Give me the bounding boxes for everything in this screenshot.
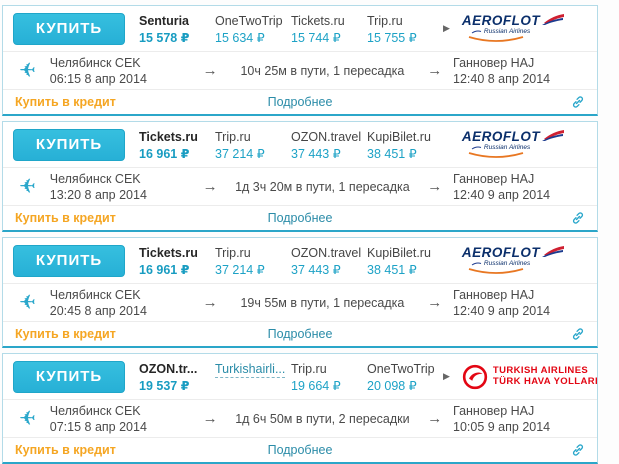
vendor-list (139, 244, 443, 278)
vendor-offer[interactable] (139, 244, 215, 278)
vendor-offer[interactable] (367, 360, 443, 394)
aeroflot-subtitle: Russian Airlines (483, 143, 531, 151)
vendor-list (139, 128, 443, 162)
aeroflot-name: AEROFLOT (461, 129, 541, 144)
departure-info (50, 171, 192, 203)
vendor-name: OZON.travel (291, 129, 362, 144)
flight-duration: 1д 3ч 20м в пути, 1 пересадка (235, 179, 410, 194)
vendor-price: 19 537 ₽ (139, 378, 190, 393)
vendor-price: 38 451 ₽ (367, 146, 417, 161)
vendor-price: 15 755 ₽ (367, 30, 417, 45)
vendor-name: Tickets.ru (139, 245, 198, 260)
turkish-airlines-logo (462, 364, 598, 390)
vendor-offer[interactable] (291, 360, 367, 394)
vendor-price: 38 451 ₽ (367, 262, 417, 277)
aeroflot-subtitle: Russian Airlines (483, 27, 531, 35)
aeroflot-logo (462, 130, 564, 159)
offers-row (3, 354, 597, 400)
arrival-city: Ганновер HAJ (453, 55, 535, 70)
arrival-time: 12:40 8 апр 2014 (453, 71, 551, 86)
aeroflot-name: AEROFLOT (461, 245, 541, 260)
arrival-time: 12:40 9 апр 2014 (453, 187, 551, 202)
vendor-offer[interactable] (367, 128, 443, 162)
route-row (3, 284, 597, 322)
credit-link[interactable]: Купить в кредит (15, 211, 116, 225)
departure-info (50, 403, 192, 435)
departure-time: 07:15 8 апр 2014 (49, 419, 147, 434)
aeroflot-wordmark (462, 130, 564, 144)
route-arrow-icon: → (427, 62, 443, 79)
flight-card (2, 353, 598, 464)
route-arrow-icon: → (427, 410, 443, 427)
vendor-offer[interactable] (367, 244, 443, 278)
flight-duration: 1д 6ч 50м в пути, 2 пересадки (235, 411, 410, 426)
vendor-name: Tickets.ru (291, 13, 345, 28)
details-link[interactable]: Подробнее (267, 327, 333, 341)
arrival-city: Ганновер HAJ (453, 403, 535, 418)
buy-button[interactable]: КУПИТЬ (13, 129, 125, 161)
departure-city: Челябинск CEK (49, 287, 141, 302)
aeroflot-small-wing-icon (472, 262, 481, 266)
card-footer (3, 322, 597, 346)
vendor-name: Trip.ru (215, 245, 251, 260)
flight-duration: 10ч 25м в пути, 1 пересадка (240, 63, 405, 78)
buy-button[interactable]: КУПИТЬ (13, 13, 125, 45)
departure-info (50, 55, 192, 87)
credit-link[interactable]: Купить в кредит (15, 95, 116, 109)
vendor-offer[interactable] (367, 12, 443, 46)
turkish-name-line2: TÜRK HAVA YOLLARI (492, 375, 599, 387)
vendor-price: 37 214 ₽ (215, 262, 265, 277)
vendor-name: OneTwoTrip (215, 13, 283, 28)
airline-logo-zone (443, 246, 619, 275)
aeroflot-subtitle-row (472, 29, 564, 36)
vendor-offer[interactable] (139, 128, 215, 162)
vendor-name: KupiBilet.ru (367, 129, 431, 144)
vendor-name: Trip.ru (215, 129, 251, 144)
vendor-offer[interactable] (139, 360, 215, 394)
offers-row (3, 238, 597, 284)
vendor-name: OZON.travel (291, 245, 362, 260)
aeroflot-wing-icon (542, 246, 564, 257)
vendor-price: 15 578 ₽ (139, 30, 190, 45)
route-row (3, 400, 597, 438)
offers-row (3, 6, 597, 52)
aeroflot-wing-icon (542, 130, 564, 141)
plane-icon: ✈ (19, 60, 36, 82)
flight-card (2, 121, 598, 232)
turkish-name-line1: TURKISH AIRLINES (492, 364, 589, 376)
vendor-name: OneTwoTrip (367, 361, 435, 376)
departure-info (50, 287, 192, 319)
credit-link[interactable]: Купить в кредит (15, 327, 116, 341)
route-row (3, 52, 597, 90)
more-vendors-arrow-icon[interactable]: ▶ (443, 371, 450, 381)
aeroflot-small-wing-icon (472, 146, 481, 150)
flight-card (2, 237, 598, 348)
departure-time: 13:20 8 апр 2014 (49, 187, 147, 202)
vendor-name: OZON.tr... (139, 361, 198, 376)
route-arrow-icon: → (427, 178, 443, 195)
aeroflot-wing-icon (542, 14, 564, 25)
arrival-time: 12:40 9 апр 2014 (453, 303, 551, 318)
share-link-icon[interactable] (571, 443, 585, 457)
flight-duration: 19ч 55м в пути, 1 пересадка (240, 295, 405, 310)
vendor-offer[interactable] (215, 244, 291, 278)
departure-city: Челябинск CEK (49, 403, 141, 418)
arrival-info (453, 403, 597, 435)
details-link[interactable]: Подробнее (267, 443, 333, 457)
aeroflot-logo (462, 14, 564, 43)
aeroflot-subtitle-row (472, 145, 564, 152)
vendor-name: KupiBilet.ru (367, 245, 431, 260)
departure-city: Челябинск CEK (49, 55, 141, 70)
arrival-time: 10:05 9 апр 2014 (453, 419, 551, 434)
aeroflot-swoosh (468, 268, 524, 275)
plane-icon: ✈ (19, 176, 36, 198)
aeroflot-logo (462, 246, 564, 275)
departure-time: 20:45 8 апр 2014 (49, 303, 147, 318)
vendor-list (139, 360, 443, 394)
vendor-price: 20 098 ₽ (367, 378, 417, 393)
buy-button[interactable]: КУПИТЬ (13, 361, 125, 393)
aeroflot-swoosh (468, 152, 524, 159)
vendor-price: 16 961 ₽ (139, 146, 190, 161)
offers-row (3, 122, 597, 168)
vendor-list (139, 12, 443, 46)
vendor-offer[interactable] (291, 244, 367, 278)
credit-link[interactable]: Купить в кредит (15, 443, 116, 457)
arrival-info (453, 171, 597, 203)
airline-logo-zone (443, 364, 619, 390)
card-footer (3, 206, 597, 230)
vendor-offer[interactable] (215, 128, 291, 162)
vendor-name: Trip.ru (367, 13, 403, 28)
aeroflot-swoosh (468, 36, 524, 43)
departure-city: Челябинск CEK (49, 171, 141, 186)
route-row (3, 168, 597, 206)
turkish-emblem-icon (462, 364, 488, 390)
vendor-price: 15 744 ₽ (291, 30, 341, 45)
vendor-offer[interactable] (215, 12, 291, 46)
more-vendors-arrow-icon[interactable]: ▶ (443, 23, 450, 33)
vendor-offer[interactable] (215, 360, 291, 394)
card-footer (3, 438, 597, 462)
vendor-name: Turkishairli... (215, 361, 286, 376)
card-footer (3, 90, 597, 114)
arrival-city: Ганновер HAJ (453, 171, 535, 186)
turkish-wordmark (493, 366, 598, 388)
aeroflot-small-wing-icon (472, 30, 481, 34)
aeroflot-wordmark (462, 246, 564, 260)
arrival-info (453, 55, 597, 87)
vendor-price: 15 634 ₽ (215, 30, 265, 45)
aeroflot-subtitle-row (472, 261, 564, 268)
plane-icon: ✈ (19, 408, 36, 430)
departure-time: 06:15 8 апр 2014 (49, 71, 147, 86)
plane-icon: ✈ (19, 292, 36, 314)
arrival-city: Ганновер HAJ (453, 287, 535, 302)
aeroflot-subtitle: Russian Airlines (483, 259, 531, 267)
route-arrow-icon: → (202, 410, 218, 427)
vendor-offer[interactable] (139, 12, 215, 46)
flight-card (2, 5, 598, 116)
aeroflot-name: AEROFLOT (461, 13, 541, 28)
route-arrow-icon: → (202, 294, 218, 311)
buy-button[interactable]: КУПИТЬ (13, 245, 125, 277)
share-link-icon[interactable] (571, 95, 585, 109)
route-arrow-icon: → (202, 62, 218, 79)
vendor-price: 16 961 ₽ (139, 262, 190, 277)
arrival-info (453, 287, 597, 319)
vendor-price: 37 443 ₽ (291, 146, 341, 161)
vendor-price: 37 214 ₽ (215, 146, 265, 161)
vendor-offer[interactable] (291, 12, 367, 46)
vendor-name: Trip.ru (291, 361, 327, 376)
details-link[interactable]: Подробнее (267, 211, 333, 225)
vendor-name: Tickets.ru (139, 129, 198, 144)
vendor-price: 37 443 ₽ (291, 262, 341, 277)
route-arrow-icon: → (427, 294, 443, 311)
airline-logo-zone (443, 130, 619, 159)
vendor-price: 19 664 ₽ (291, 378, 341, 393)
details-link[interactable]: Подробнее (267, 95, 333, 109)
share-link-icon[interactable] (571, 327, 585, 341)
route-arrow-icon: → (202, 178, 218, 195)
airline-logo-zone (443, 14, 619, 43)
vendor-offer[interactable] (291, 128, 367, 162)
share-link-icon[interactable] (571, 211, 585, 225)
vendor-name: Senturia (139, 13, 190, 28)
aeroflot-wordmark (462, 14, 564, 28)
